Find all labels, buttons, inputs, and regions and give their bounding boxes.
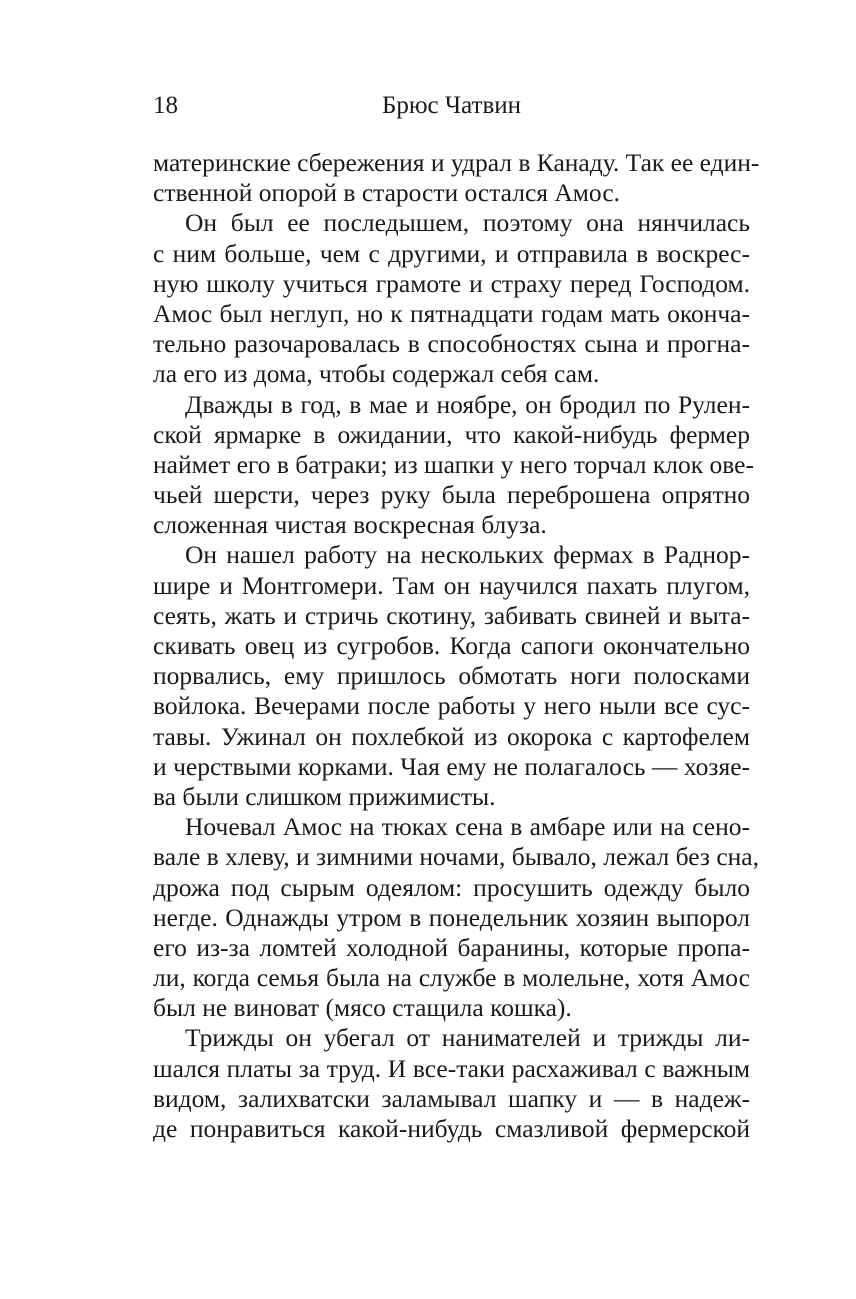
text-line: материнские сбережения и удрал в Канаду. Так ее един- bbox=[153, 148, 760, 177]
body-text bbox=[153, 148, 760, 1144]
text-line: шире и Монтгомери. Там он научился пахать плугом, bbox=[153, 570, 750, 600]
text-line: ственной опорой в старости остался Амос. bbox=[153, 178, 621, 208]
text-line: и черствыми корками. Чая ему не полагалось — хозяе- bbox=[153, 751, 750, 781]
text-line: ли, когда семья была на службе в молельне, хотя Амос bbox=[153, 963, 750, 993]
text-line: дрожа под сырым одеялом: просушить одежду было bbox=[153, 872, 750, 902]
text-line: сложенная чистая воскресная блуза. bbox=[153, 510, 547, 540]
page-number: 18 bbox=[153, 92, 178, 119]
text-line: сеять, жать и стричь скотину, забивать свиней и выта- bbox=[153, 600, 750, 630]
text-line: Ночевал Амос на тюках сена в амбаре или на сено- bbox=[185, 812, 750, 842]
text-line: его из-за ломтей холодной баранины, которые пропа- bbox=[153, 932, 750, 962]
text-line: был не виноват (мясо стащила кошка). bbox=[153, 993, 572, 1023]
text-line: тельно разочаровалась в способностях сына и прогна- bbox=[153, 329, 750, 359]
running-head-author: Брюс Чатвин bbox=[381, 92, 522, 119]
text-line: тавы. Ужинал он похлебкой из окорока с картофелем bbox=[153, 721, 750, 751]
text-line: войлока. Вечерами после работы у него ныли все сус- bbox=[153, 691, 750, 721]
text-line: Амос был неглуп, но к пятнадцати годам мать оконча- bbox=[153, 298, 750, 328]
text-line: Трижды он убегал от нанимателей и трижды ли- bbox=[185, 1023, 750, 1053]
text-line: негде. Однажды утром в понедельник хозяин выпорол bbox=[153, 902, 750, 932]
text-line: видом, залихватски заламывал шапку и — в надеж- bbox=[153, 1083, 750, 1113]
page-header bbox=[153, 92, 750, 126]
text-line: ла его из дома, чтобы содержал себя сам. bbox=[153, 359, 600, 389]
text-line: наймет его в батраки; из шапки у него торчал клок ове- bbox=[153, 449, 754, 479]
text-line: де понравиться какой-нибудь смазливой фермерской bbox=[153, 1114, 750, 1143]
text-line: с ним больше, чем с другими, и отправила в воскрес- bbox=[153, 238, 750, 268]
text-line: ную школу учиться грамоте и страху перед Господом. bbox=[153, 268, 750, 298]
text-line: ской ярмарке в ожидании, что какой-нибудь фермер bbox=[153, 419, 750, 449]
text-line: ва были слишком прижимисты. bbox=[153, 781, 496, 811]
text-line: вале в хлеву, и зимними ночами, бывало, лежал без сна, bbox=[153, 842, 759, 872]
text-line: Дважды в год, в мае и ноябре, он бродил по Рулен- bbox=[185, 389, 750, 419]
text-line: порвались, ему пришлось обмотать ноги полосками bbox=[153, 661, 750, 691]
text-line: скивать овец из сугробов. Когда сапоги окончательно bbox=[153, 631, 750, 660]
text-line: чьей шерсти, через руку была переброшена опрятно bbox=[153, 480, 750, 510]
text-line: Он был ее последышем, поэтому она нянчилась bbox=[185, 208, 750, 238]
text-line: Он нашел работу на нескольких фермах в Раднор- bbox=[185, 540, 750, 570]
text-line: шался платы за труд. И все-таки расхаживал с важным bbox=[153, 1053, 750, 1083]
